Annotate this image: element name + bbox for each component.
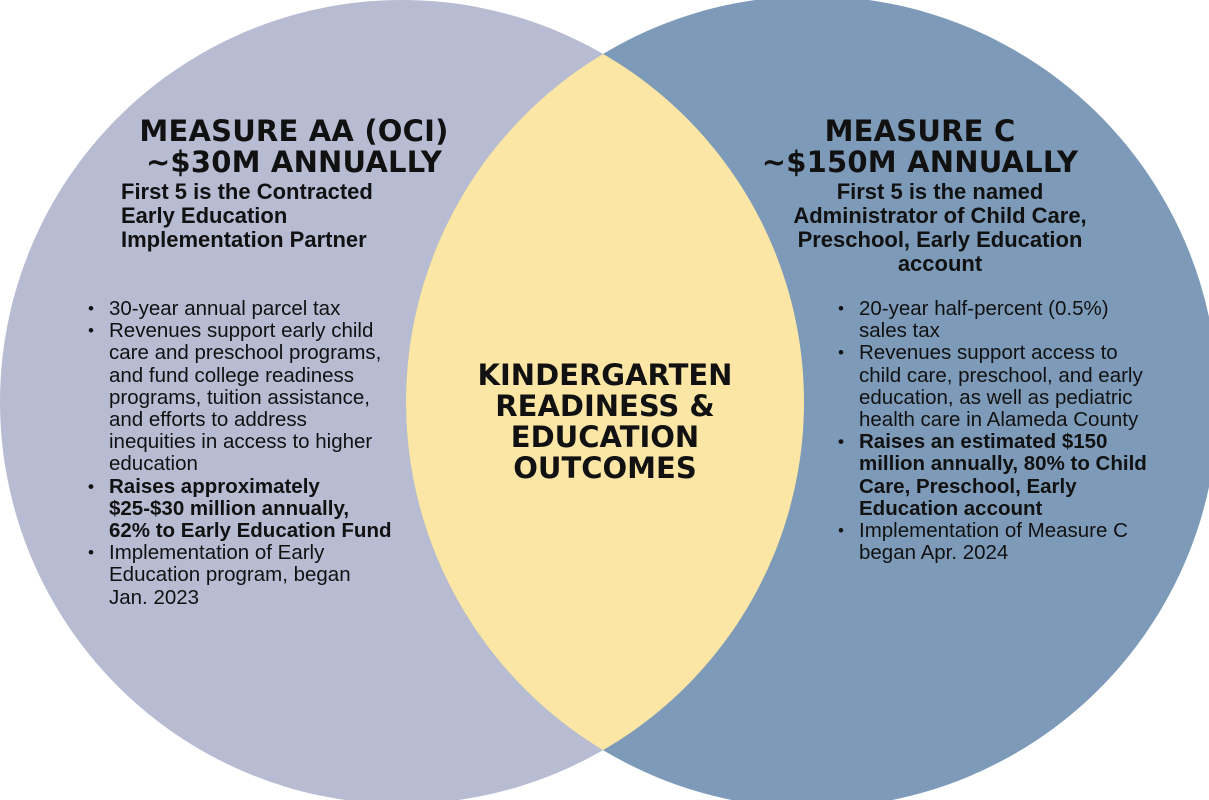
right-title-line1: MEASURE C: [824, 114, 1016, 148]
left-title-line2: ~$30M ANNUALLY: [145, 145, 443, 179]
overlap-label: [445, 360, 765, 484]
left-role-line1: First 5 is the Contracted: [121, 179, 373, 204]
right-role-line2: Administrator of Child Care,: [793, 203, 1087, 228]
overlap-line4: OUTCOMES: [513, 451, 697, 485]
left-role-text: [121, 180, 441, 252]
right-measure-title: [710, 116, 1130, 178]
left-measure-title: [84, 116, 504, 178]
left-role-line2: Early Education: [121, 203, 288, 228]
list-item: • Implementation of Measure C began Apr. 2024: [837, 520, 1155, 564]
list-item: • Revenues support early child care and preschool programs, and fund college readiness programs, tuition assistance, and efforts to address inequities in access to higher education: [87, 320, 392, 475]
right-bullet-list: [837, 298, 1155, 564]
left-bullet-list: [87, 298, 392, 609]
left-title-line1: MEASURE AA (OCI): [139, 114, 449, 148]
list-item: • Raises approximately $25-$30 million annually, 62% to Early Education Fund: [87, 476, 392, 543]
overlap-line3: EDUCATION: [510, 420, 700, 454]
list-item: • 30-year annual parcel tax: [87, 298, 392, 320]
overlap-line2: READINESS &: [495, 389, 715, 423]
list-item: • Raises an estimated $150 million annually, 80% to Child Care, Preschool, Early Education account: [837, 431, 1155, 520]
right-role-line1: First 5 is the named: [836, 179, 1044, 204]
list-item: • Revenues support access to child care, preschool, and early education, as well as pediatric health care in Alameda County: [837, 342, 1155, 431]
list-item: • Implementation of Early Education program, began Jan. 2023: [87, 542, 392, 609]
right-role-line4: account: [897, 251, 983, 276]
right-role-text: [760, 180, 1120, 276]
right-role-line3: Preschool, Early Education: [797, 227, 1083, 252]
left-role-line3: Implementation Partner: [121, 227, 367, 252]
overlap-line1: KINDERGARTEN: [477, 358, 733, 392]
list-item: • 20-year half-percent (0.5%) sales tax: [837, 298, 1155, 342]
right-title-line2: ~$150M ANNUALLY: [761, 145, 1079, 179]
